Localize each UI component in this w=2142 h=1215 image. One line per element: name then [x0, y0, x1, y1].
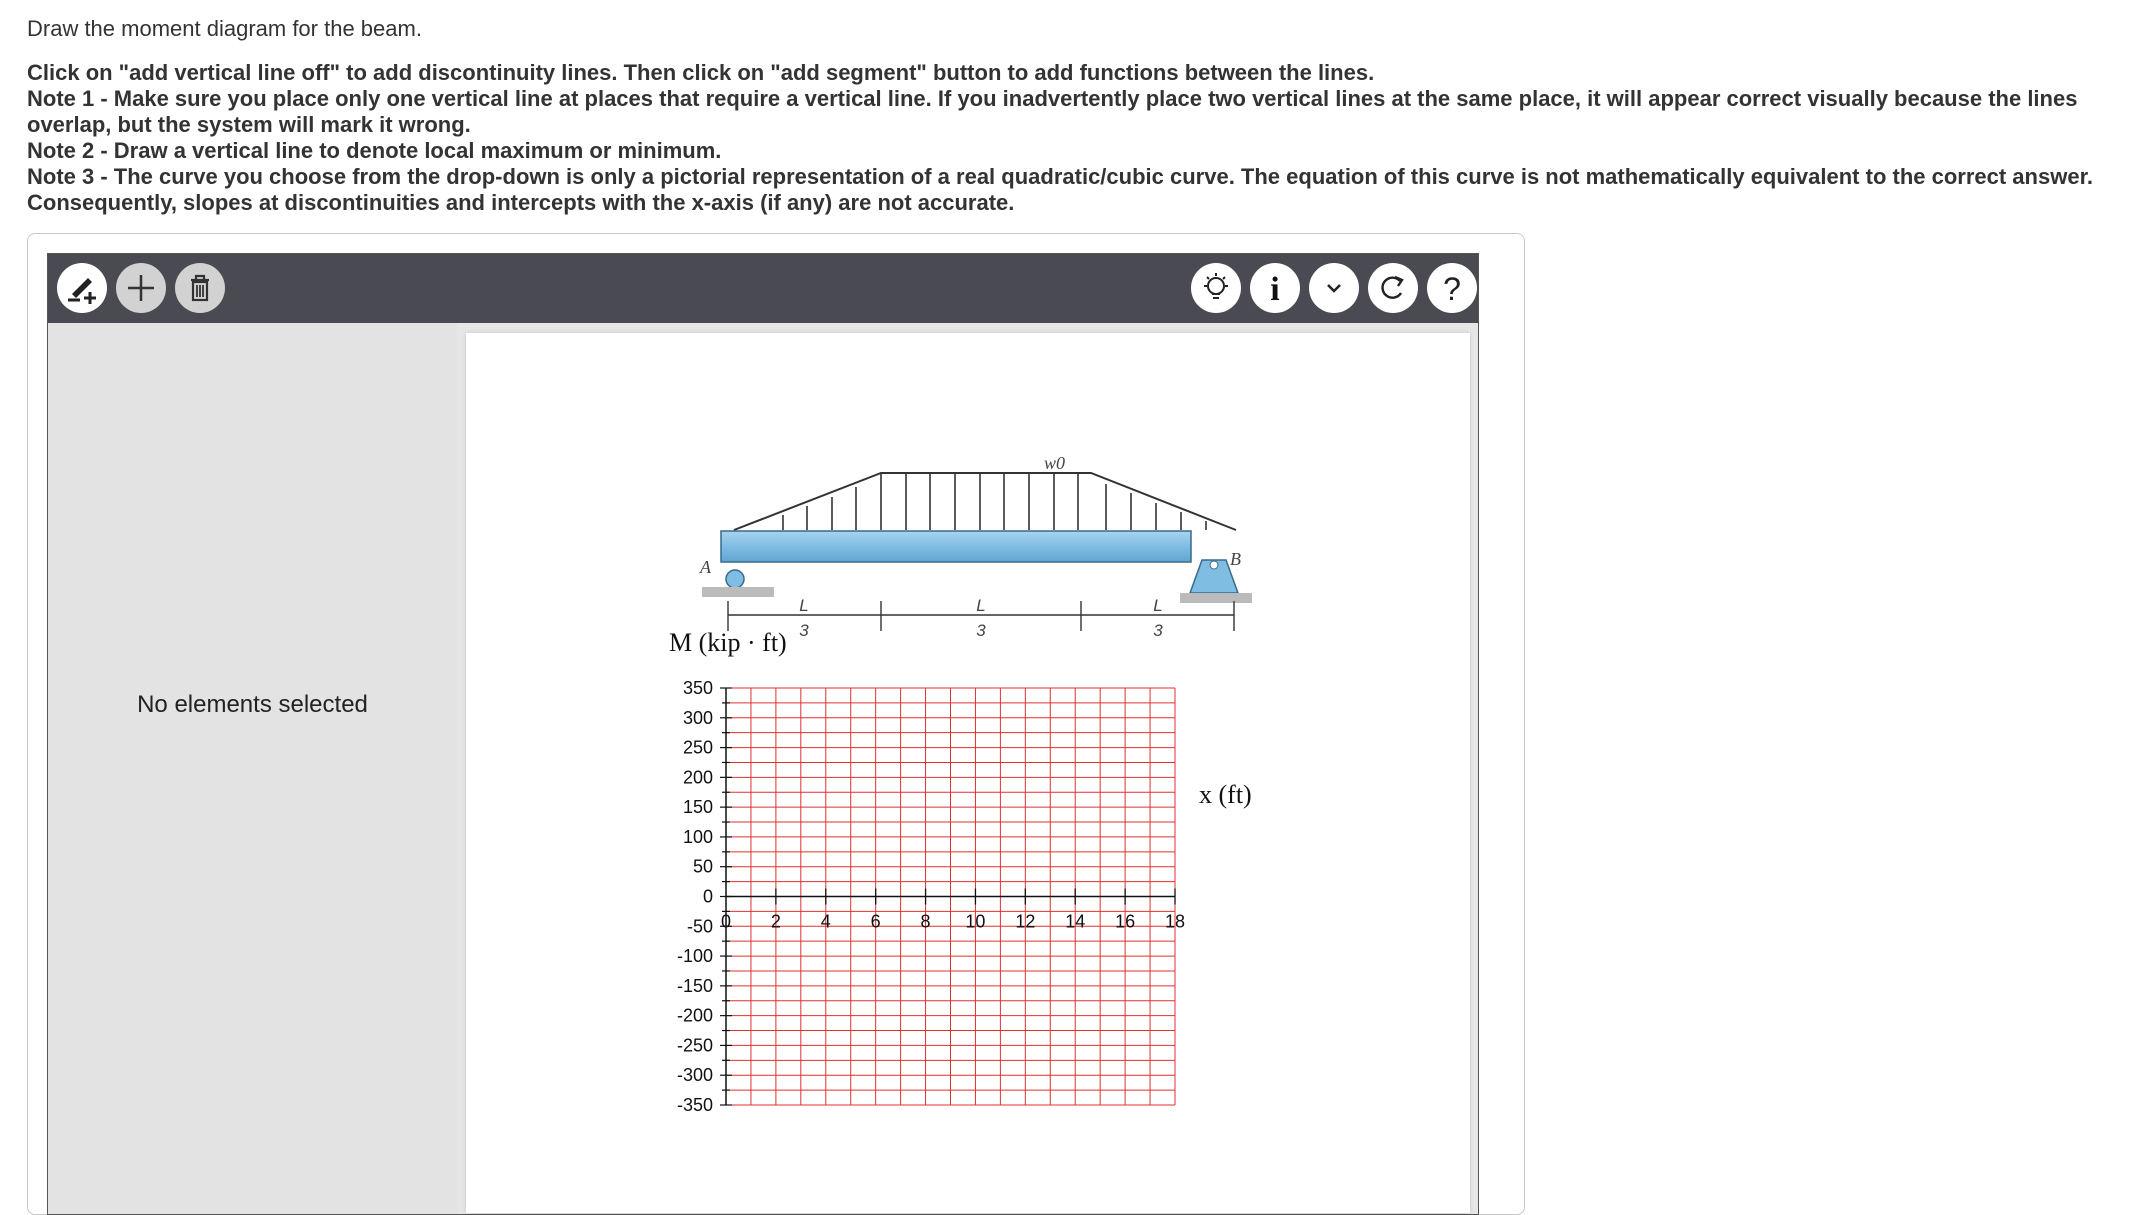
- support-a-label: A: [700, 557, 711, 577]
- instruction-note-2: Note 2 - Draw a vertical line to denote local maximum or minimum.: [27, 138, 722, 163]
- svg-text:?: ?: [1443, 271, 1461, 307]
- y-tick-label: 50: [692, 856, 713, 877]
- svg-text:3: 3: [799, 621, 809, 640]
- hint-button[interactable]: [1191, 263, 1241, 313]
- hint-lightbulb-icon: [1199, 271, 1233, 305]
- chevron-down-icon: [1322, 276, 1346, 300]
- x-tick-label: 8: [920, 911, 931, 932]
- instruction-main: Click on "add vertical line off" to add discontinuity lines. Then click on "add segment" button to add functions between the lines.: [27, 60, 1375, 85]
- svg-text:L: L: [1153, 596, 1163, 615]
- x-tick-label: 14: [1065, 911, 1086, 932]
- svg-text:i: i: [1270, 271, 1280, 308]
- y-tick-label: 100: [682, 826, 713, 847]
- y-tick-label: -50: [686, 916, 713, 937]
- y-tick-label: -200: [676, 1005, 713, 1026]
- svg-text:3: 3: [1153, 621, 1163, 640]
- help-button[interactable]: [1427, 263, 1477, 313]
- x-tick-label: 12: [1015, 911, 1036, 932]
- svg-text:L: L: [799, 596, 809, 615]
- svg-text:3: 3: [976, 621, 986, 640]
- problem-prompt: Draw the moment diagram for the beam.: [27, 16, 422, 41]
- add-vertical-line-icon: [64, 270, 100, 306]
- instruction-note-1: Note 1 - Make sure you place only one vertical line at places that require a vertical line. If you inadvertently place two vertical lines at the same place, it will appear correct visually because the lines overlap, but the system will mark it wrong.: [27, 86, 2078, 137]
- x-tick-label: 16: [1115, 911, 1136, 932]
- trash-icon: [185, 272, 215, 304]
- y-axis-label: M (kip · ft): [669, 628, 787, 657]
- x-tick-label: 18: [1164, 911, 1186, 932]
- selection-status: No elements selected: [137, 691, 368, 718]
- x-tick-label: 10: [965, 911, 986, 932]
- chart-axes: [677, 678, 1185, 1115]
- y-tick-label: 350: [682, 678, 713, 698]
- drawing-widget: [47, 253, 1479, 1215]
- redo-button[interactable]: [1368, 263, 1418, 313]
- x-tick-label: 2: [770, 911, 781, 932]
- support-b-label: B: [1230, 549, 1241, 569]
- info-icon: [1258, 271, 1292, 308]
- svg-text:L: L: [976, 596, 986, 615]
- properties-sidebar: [48, 323, 457, 1214]
- x-tick-label: 6: [870, 911, 881, 932]
- y-tick-label: 200: [682, 767, 713, 788]
- add-segment-icon: [125, 272, 157, 304]
- y-tick-label: -300: [676, 1065, 713, 1086]
- more-options-button[interactable]: [1309, 263, 1359, 313]
- y-tick-label: -350: [676, 1095, 713, 1115]
- add-segment-button[interactable]: [116, 263, 166, 313]
- add-vertical-line-button[interactable]: [57, 263, 107, 313]
- load-arrows: [783, 473, 1206, 530]
- help-icon: [1435, 271, 1469, 305]
- info-button[interactable]: [1250, 263, 1300, 313]
- delete-button[interactable]: [175, 263, 225, 313]
- load-label: w0: [1044, 453, 1066, 473]
- instructions: [27, 60, 2122, 216]
- x-axis-label: x (ft): [1199, 780, 1252, 809]
- x-tick-label: 0: [720, 911, 732, 932]
- moment-diagram-chart[interactable]: [466, 533, 1470, 1213]
- y-tick-label: -150: [676, 975, 713, 996]
- redo-icon: [1376, 271, 1410, 305]
- load-diagram-outline: [734, 473, 1236, 530]
- drawing-canvas[interactable]: [466, 333, 1470, 1213]
- y-tick-label: 0: [702, 886, 713, 907]
- y-tick-label: -100: [676, 946, 713, 967]
- toolbar: [48, 254, 1478, 323]
- x-tick-label: 4: [820, 911, 831, 932]
- y-tick-label: -250: [676, 1035, 713, 1056]
- instruction-note-3: Note 3 - The curve you choose from the drop-down is only a pictorial representation of a real quadratic/cubic curve. The equation of this curve is not mathematically equivalent to the correct answer. Consequently, slopes at discontinuities and intercepts with the x-axis (if any) are not accurate.: [27, 164, 2094, 215]
- y-tick-label: 300: [682, 707, 713, 728]
- y-tick-label: 150: [682, 797, 713, 818]
- y-tick-label: 250: [682, 737, 713, 758]
